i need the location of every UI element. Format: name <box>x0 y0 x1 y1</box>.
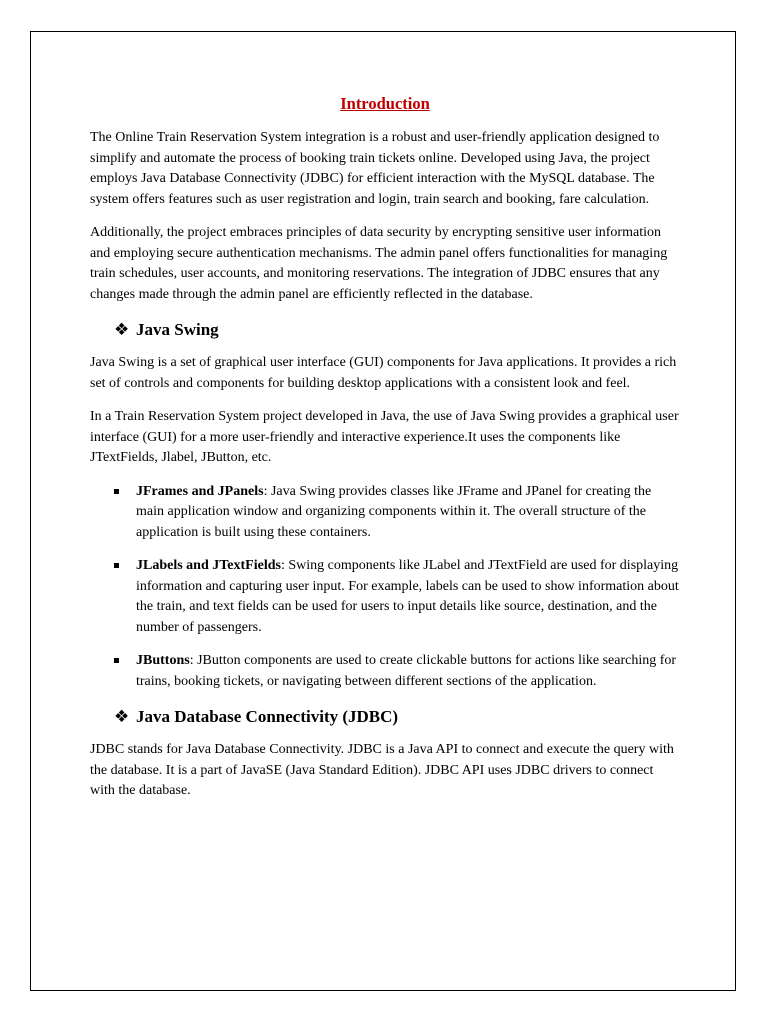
four-diamond-bullet-icon: ❖ <box>114 707 130 727</box>
list-item <box>90 651 680 692</box>
swing-paragraph-1: Java Swing is a set of graphical user interface (GUI) components for Java applications. It provides a rich set of controls and components for building desktop applications with a consistent look and feel. <box>90 355 677 391</box>
bullet-term: JButtons <box>136 653 190 668</box>
intro-paragraph-2: Additionally, the project embraces principles of data security by encrypting sensitive user information and employing secure authentication mechanisms. The admin panel offers functionalities for managing train schedules, user accounts, and monitoring reservations. The integration of JDBC ensures that any changes made through the admin panel are efficiently reflected in the database. <box>90 225 668 302</box>
section-heading-jdbc <box>114 705 680 729</box>
list-item <box>90 556 680 638</box>
bullet-text: : Java Swing provides classes like JFrame and JPanel for creating the main application window and organizing components within it. The overall structure of the application is built using these containers. <box>136 483 652 540</box>
section-heading-java-swing <box>114 318 680 342</box>
list-item <box>90 482 680 544</box>
page-title: Introduction <box>340 94 430 113</box>
jdbc-paragraph: JDBC stands for Java Database Connectivity. JDBC is a Java API to connect and execute the query with the database. It is a part of JavaSE (Java Standard Edition). JDBC API uses JDBC drivers to connect with the database. <box>90 742 674 798</box>
intro-paragraph-1: The Online Train Reservation System integration is a robust and user-friendly application designed to simplify and automate the process of booking train tickets online. Developed using Java, the project employs Java Database Connectivity (JDBC) for efficient interaction with the MySQL database. The system offers features such as user registration and login, train search and booking, fare calculation. <box>90 130 660 207</box>
section-heading-label: Java Database Connectivity (JDBC) <box>136 707 399 726</box>
bullet-text: : Swing components like JLabel and JTextField are used for displaying information and capturing user input. For example, labels can be used to show information about the train, and text fields can be used for users to input details like source, destination, and the number of passengers. <box>136 558 679 635</box>
bullet-text: : JButton components are used to create clickable buttons for actions like searching for trains, booking tickets, or navigating between different sections of the application. <box>136 653 677 689</box>
swing-bullet-list <box>90 482 680 693</box>
section-heading-label: Java Swing <box>136 320 219 339</box>
square-bullet-icon <box>90 556 136 638</box>
bullet-term: JFrames and JPanels <box>136 483 264 499</box>
four-diamond-bullet-icon: ❖ <box>114 320 130 340</box>
square-bullet-icon <box>90 482 136 544</box>
document-body <box>90 92 680 815</box>
square-bullet-icon <box>90 651 136 692</box>
bullet-term: JLabels and JTextFields <box>136 558 281 573</box>
swing-paragraph-2: In a Train Reservation System project developed in Java, the use of Java Swing provides a graphical user interface (GUI) for a more user-friendly and interactive experience.It uses the components like JTextFields, Jlabel, JButton, etc. <box>90 409 679 465</box>
